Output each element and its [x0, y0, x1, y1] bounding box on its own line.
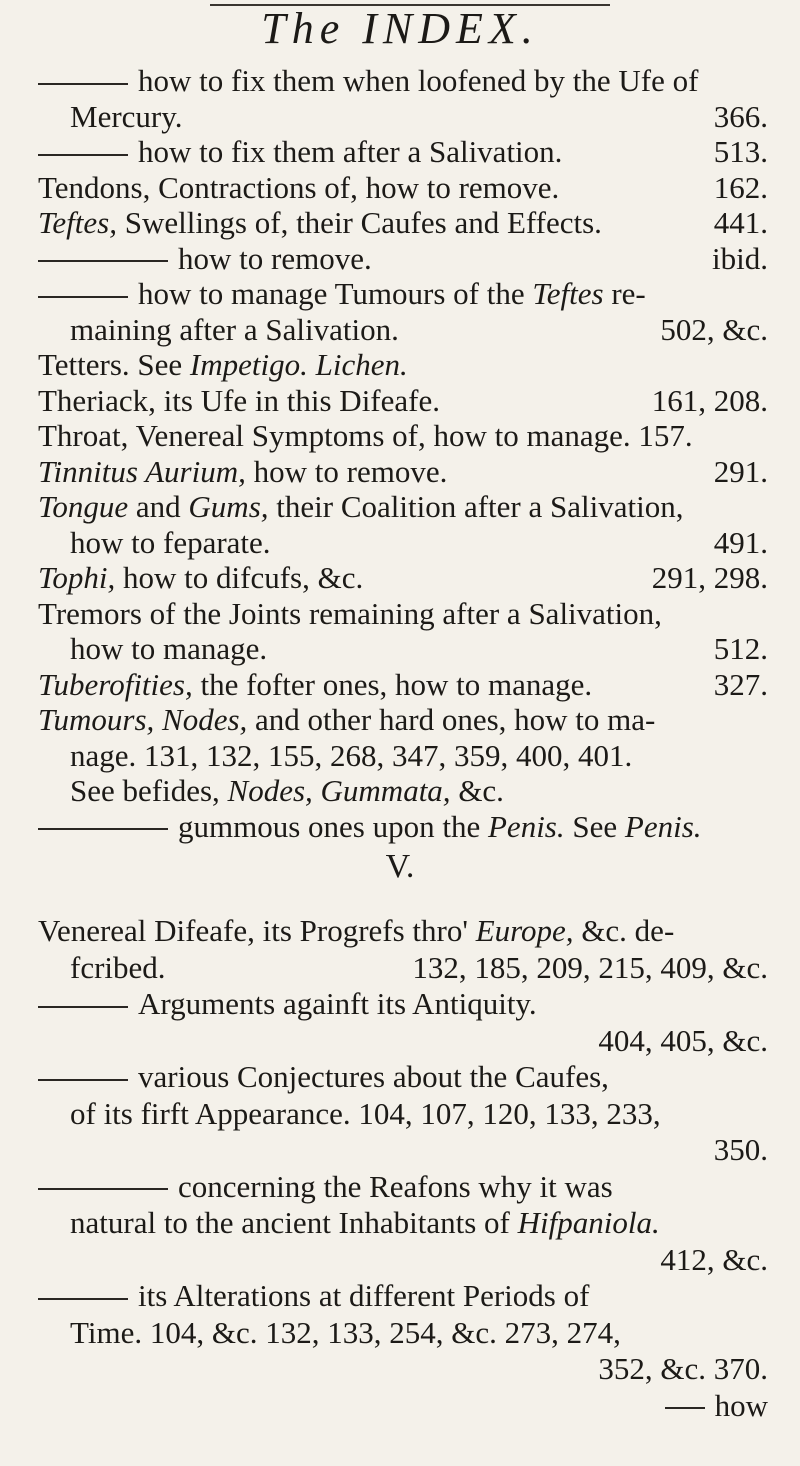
- entry-text: Theriack, its Ufe in this Difeafe.: [38, 382, 440, 418]
- index-line: [38, 204, 768, 242]
- index-entry-text: [38, 382, 440, 420]
- index-entry-text: [38, 666, 592, 704]
- index-entry-text: [38, 417, 693, 455]
- entry-italic-term: Tinnitus Aurium,: [38, 453, 246, 489]
- entry-text: Arguments againft its Antiquity.: [138, 986, 537, 1021]
- entry-text: how to manage Tumours of the: [138, 276, 533, 311]
- page-reference: [714, 98, 768, 136]
- page-reference: [714, 630, 768, 668]
- index-line: [70, 1204, 768, 1242]
- page-header: The INDEX.: [0, 0, 800, 58]
- index-entry-text: [38, 1168, 613, 1206]
- entry-text: various Conjectures about the Caufes,: [138, 1059, 609, 1094]
- page-number: 441.: [713, 205, 768, 240]
- ditto-dash: [665, 1407, 705, 1409]
- entry-text: how to fix them when loofened by the Ufe of: [138, 63, 699, 98]
- entry-text: how to fix them after a Salivation.: [138, 134, 563, 169]
- entry-text: the fofter ones, how to manage.: [192, 666, 593, 702]
- index-entry-text: [70, 630, 267, 668]
- page-number: 366.: [713, 98, 768, 134]
- index-line: [70, 737, 768, 775]
- entry-text: Mercury.: [70, 98, 183, 134]
- index-entry-text: [38, 275, 646, 313]
- index-entry-text: [70, 1314, 621, 1352]
- entry-italic-term: Tuberofities,: [38, 666, 193, 702]
- index-line: [38, 985, 768, 1023]
- page-number: 350.: [713, 1132, 768, 1167]
- page-reference: [598, 1022, 768, 1060]
- entry-text: gummous ones upon the: [178, 808, 488, 844]
- entry-text: Time. 104, &c. 132, 133, 254, &c. 273, 274,: [70, 1314, 621, 1350]
- index-line: [38, 666, 768, 704]
- index-entry-text: [38, 488, 683, 526]
- entry-text: re-: [603, 276, 646, 311]
- entry-text: Venereal Difeafe, its Progrefs thro': [38, 913, 476, 948]
- index-line: [38, 133, 768, 171]
- page-reference: [660, 1241, 768, 1279]
- ditto-dash: [38, 83, 128, 85]
- page-reference: [412, 949, 768, 987]
- entry-text: Swellings of, their Caufes and Effects.: [116, 205, 602, 240]
- index-line: [38, 240, 768, 278]
- page-reference: [652, 382, 768, 420]
- index-line: [38, 62, 768, 100]
- index-entry-text: [38, 701, 655, 739]
- page-number: 513.: [713, 134, 768, 169]
- entry-text: See befides,: [70, 773, 228, 808]
- entry-italic-term: Teftes,: [38, 205, 117, 240]
- entry-text: how to feparate.: [70, 524, 271, 560]
- entry-italic-term: Tophi,: [38, 560, 116, 595]
- entry-italic-term: Nodes, Gummata,: [227, 773, 451, 808]
- entry-text: Tetters. See: [38, 347, 190, 382]
- page-number: 512.: [713, 631, 768, 666]
- page-reference: [714, 169, 768, 207]
- index-line: [70, 772, 768, 810]
- entry-text: See: [564, 808, 625, 844]
- ditto-dash: [38, 296, 128, 298]
- index-line: [38, 912, 768, 950]
- index-line: [38, 382, 768, 420]
- index-entry-text: [38, 912, 674, 950]
- index-line: [38, 808, 768, 846]
- page-reference: [714, 524, 768, 562]
- index-line: [70, 524, 768, 562]
- entry-text: how to manage.: [70, 631, 268, 666]
- index-entry-text: [38, 595, 662, 633]
- index-line: [38, 1241, 768, 1279]
- index-entry-text: [70, 949, 166, 987]
- page-number: 502, &c.: [660, 311, 768, 347]
- index-entry-text: [38, 985, 537, 1023]
- page-number: 161, 208.: [651, 382, 768, 418]
- entry-italic-term: Impetigo. Lichen.: [189, 347, 408, 382]
- index-entry-text: [38, 1277, 589, 1315]
- entry-italic-term: Tongue: [38, 489, 129, 524]
- index-entry-text: [38, 1058, 609, 1096]
- index-entry-text: [38, 62, 698, 100]
- ditto-dash: [38, 1079, 128, 1081]
- entry-italic-term: Europe,: [475, 913, 574, 948]
- index-entry-text: [70, 98, 182, 136]
- index-entry-text: [70, 1204, 660, 1242]
- index-line: [38, 169, 768, 207]
- entry-italic-term: Teftes: [532, 276, 604, 311]
- ditto-dash: [38, 1188, 168, 1190]
- index-line: [38, 346, 768, 384]
- entry-italic-term: Penis.: [624, 808, 702, 844]
- index-entry-text: [38, 240, 372, 278]
- index-line: [70, 630, 768, 668]
- entry-text: of its firft Appearance. 104, 107, 120, 133, 233,: [70, 1095, 661, 1131]
- index-entry-text: [70, 737, 632, 775]
- page-reference: [598, 1350, 768, 1388]
- entry-text: &c.: [450, 773, 504, 808]
- entry-text: how to remove.: [245, 453, 448, 489]
- index-entry-text: [70, 1095, 661, 1133]
- ditto-dash: [38, 1006, 128, 1008]
- entry-text: maining after a Salivation.: [70, 311, 399, 347]
- entry-italic-term: Nodes,: [162, 702, 248, 737]
- page-reference: [714, 1131, 768, 1169]
- page-reference: [652, 559, 768, 597]
- page-reference: [714, 666, 768, 704]
- index-entry-text: [70, 772, 504, 810]
- page-reference: [714, 204, 768, 242]
- page-number: 162.: [713, 169, 768, 205]
- index-line: [70, 98, 768, 136]
- index-line: [38, 559, 768, 597]
- entry-italic-term: Hifpaniola.: [517, 1205, 660, 1240]
- index-line: [70, 1314, 768, 1352]
- index-line: [38, 1022, 768, 1060]
- index-entry-text: [38, 559, 363, 597]
- page-reference: [714, 133, 768, 171]
- page-number: how: [714, 1387, 768, 1423]
- section-letter: V.: [385, 848, 415, 885]
- page-number: 352, &c. 370.: [598, 1351, 768, 1386]
- entry-text: Tendons, Contractions of, how to remove.: [38, 169, 560, 205]
- page-reference: [712, 240, 768, 278]
- entry-text: &c. de-: [573, 913, 675, 948]
- entry-italic-term: Penis.: [488, 808, 565, 844]
- index-entry-text: [38, 133, 562, 171]
- page-reference: [660, 311, 768, 349]
- entry-text: Tremors of the Joints remaining after a Salivation,: [38, 595, 662, 631]
- index-line: [38, 1277, 768, 1315]
- index-line: [38, 701, 768, 739]
- page-reference: [665, 1387, 768, 1425]
- index-entry-text: [38, 808, 702, 846]
- index-line: [38, 1168, 768, 1206]
- page-number: 491.: [713, 524, 768, 560]
- page-number: 412, &c.: [660, 1241, 768, 1277]
- index-line: [38, 488, 768, 526]
- index-entry-text: [38, 204, 602, 242]
- entry-text: how to difcufs, &c.: [115, 560, 364, 595]
- page-number: 132, 185, 209, 215, 409, &c.: [412, 949, 768, 985]
- page-number: 327.: [713, 666, 768, 702]
- page-number: 291, 298.: [651, 560, 768, 595]
- entry-text: natural to the ancient Inhabitants of: [70, 1205, 518, 1240]
- index-line: [38, 595, 768, 633]
- index-entry-text: [38, 346, 408, 384]
- page-reference: [714, 453, 768, 491]
- index-line: [38, 1387, 768, 1425]
- index-line: [38, 1350, 768, 1388]
- index-entry-text: [70, 311, 399, 349]
- entry-text: their Coalition after a Salivation,: [268, 489, 684, 524]
- index-line: [70, 1095, 768, 1133]
- ditto-dash: [38, 260, 168, 262]
- index-entry-text: [38, 453, 447, 491]
- index-entry-text: [70, 524, 271, 562]
- index-line: [38, 1058, 768, 1096]
- page-number: 404, 405, &c.: [598, 1022, 768, 1058]
- entry-text: how to remove.: [178, 240, 372, 276]
- ditto-dash: [38, 828, 168, 830]
- page-number: 291.: [713, 453, 768, 489]
- entry-italic-term: Gums,: [188, 489, 269, 524]
- ditto-dash: [38, 1298, 128, 1300]
- entry-text: and other hard ones, how to ma-: [247, 702, 656, 737]
- entry-text: Throat, Venereal Symptoms of, how to manage. 157.: [38, 418, 693, 453]
- index-line: [70, 949, 768, 987]
- index-line: [38, 453, 768, 491]
- entry-text: nage. 131, 132, 155, 268, 347, 359, 400, 401.: [70, 737, 633, 773]
- index-line: [38, 417, 768, 455]
- ditto-dash: [38, 154, 128, 156]
- entry-text: [154, 702, 162, 737]
- entry-italic-term: Tumours,: [38, 702, 155, 737]
- index-line: [38, 1131, 768, 1169]
- entry-text: concerning the Reafons why it was: [178, 1168, 613, 1204]
- entry-text: and: [128, 489, 189, 524]
- entry-text: its Alterations at different Periods of: [138, 1278, 590, 1313]
- index-line: [38, 275, 768, 313]
- page-number: ibid.: [712, 240, 768, 276]
- entry-text: fcribed.: [70, 949, 166, 985]
- index-entry-text: [38, 169, 559, 207]
- index-line: [70, 311, 768, 349]
